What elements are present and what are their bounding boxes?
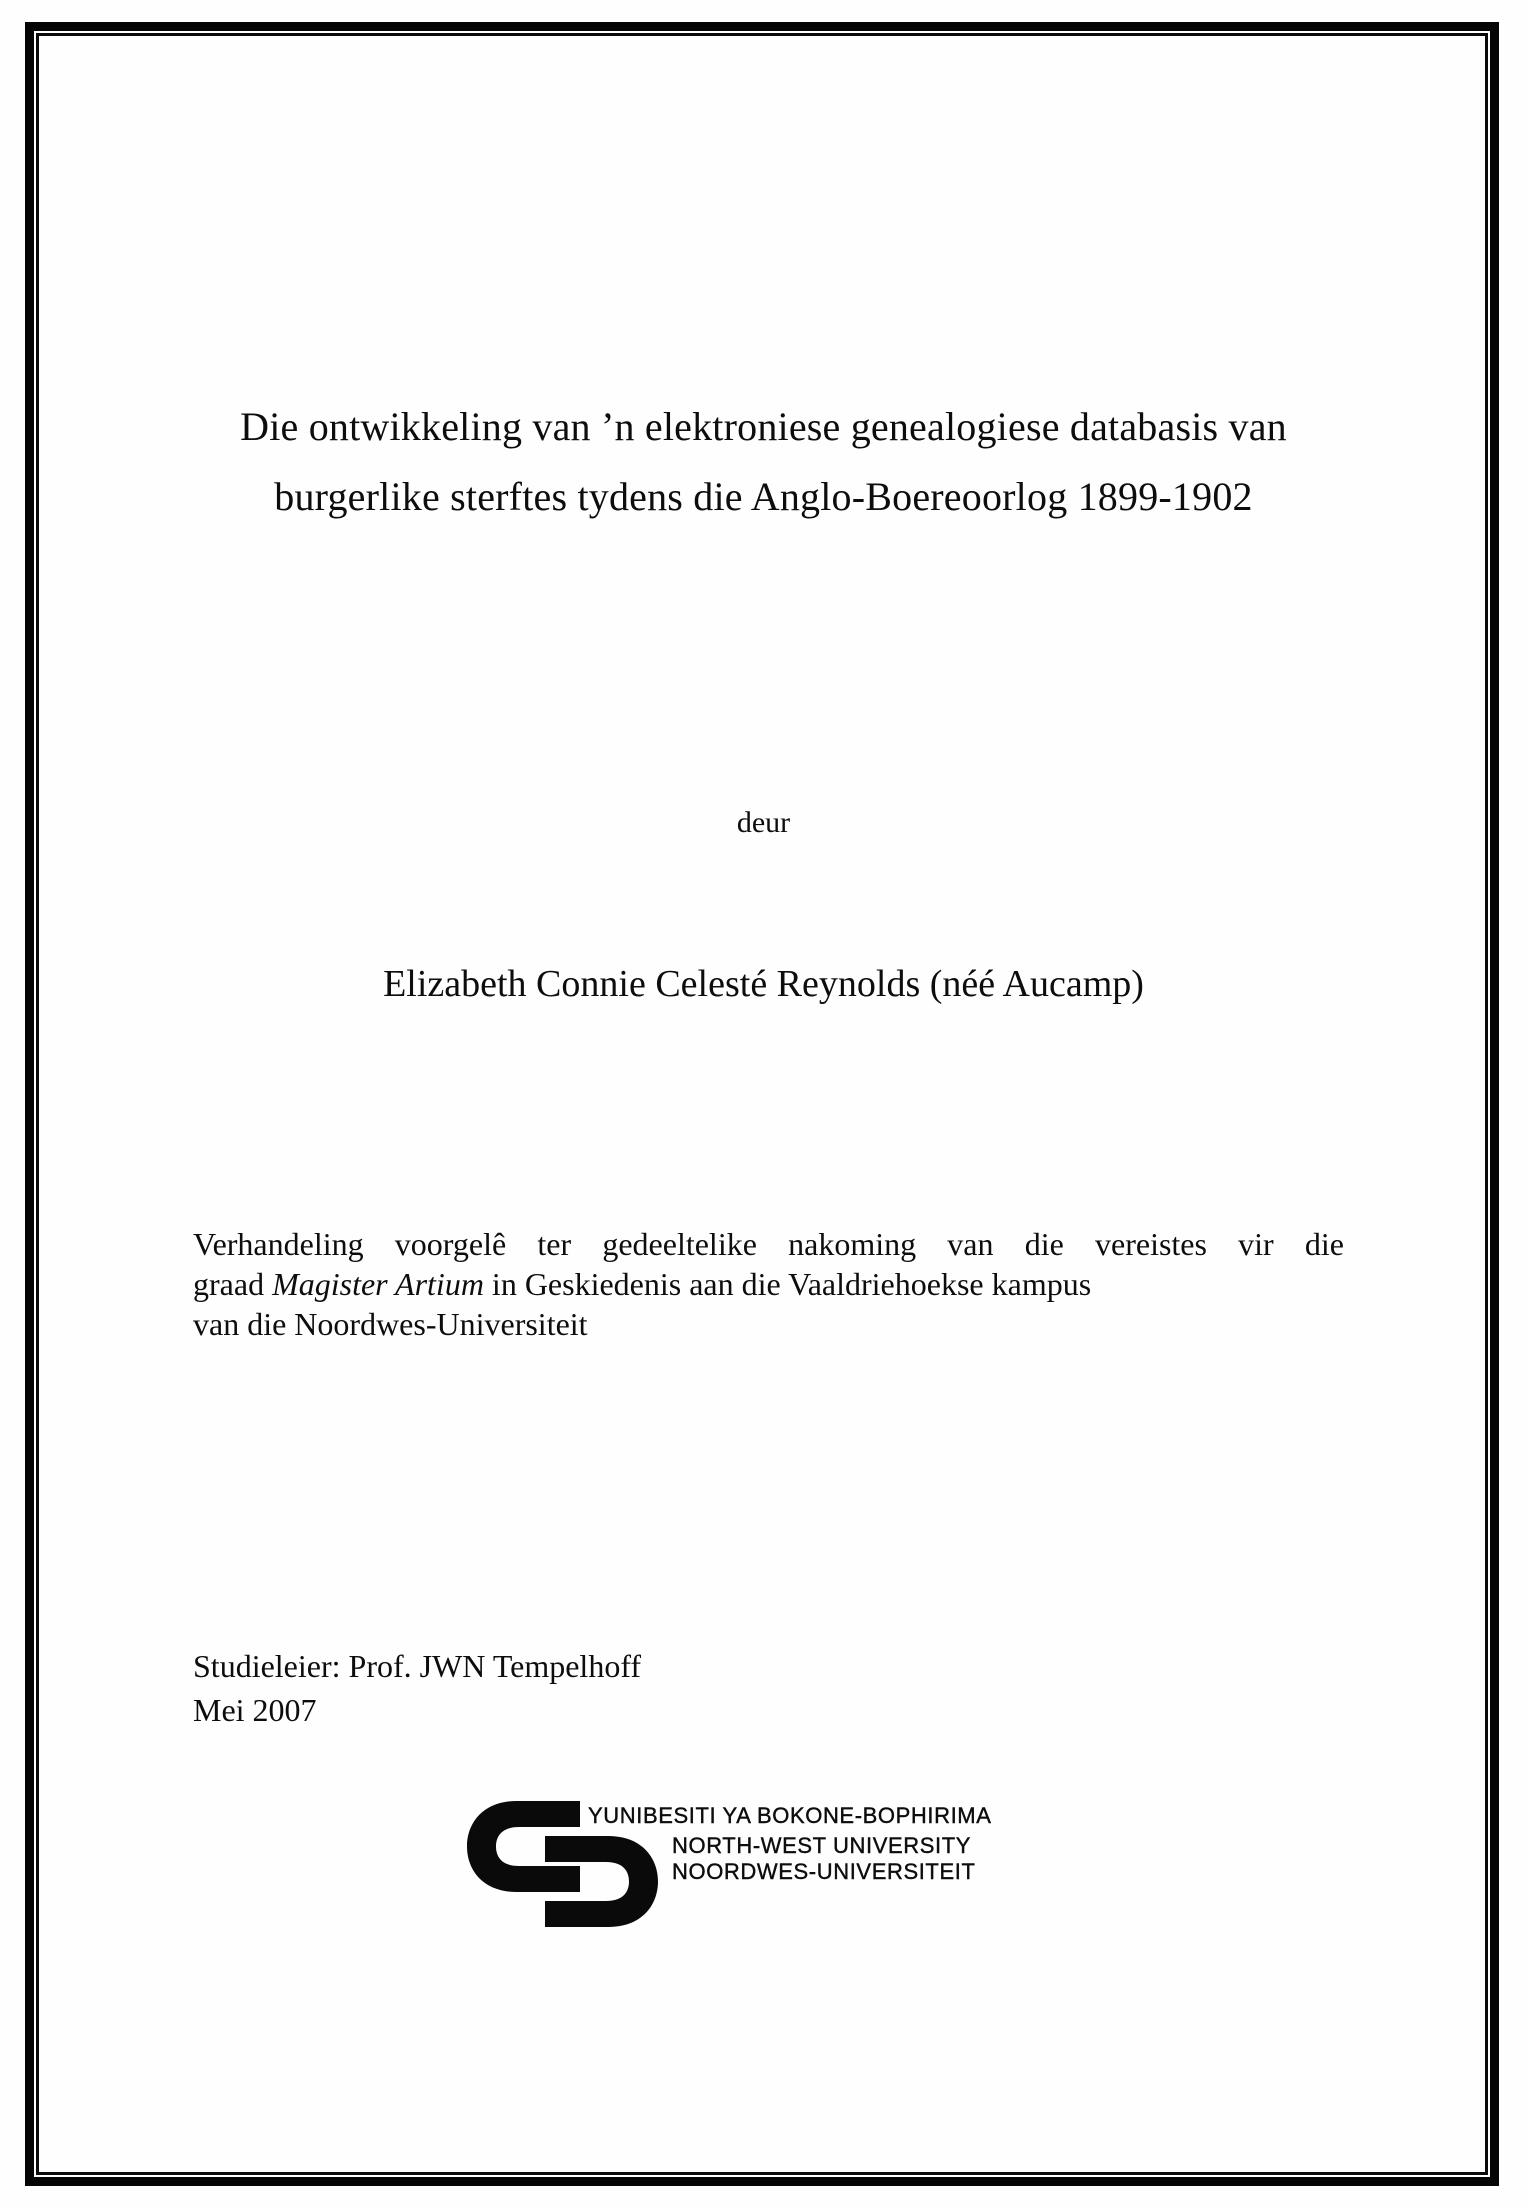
author-name: Elizabeth Connie Celesté Reynolds (néé Aucamp) xyxy=(383,963,1144,1005)
logo-text-afrikaans: NOORDWES-UNIVERSITEIT xyxy=(672,1859,976,1884)
degree-statement-line2-pre: graad xyxy=(193,1266,273,1302)
degree-statement xyxy=(193,1224,1344,1344)
logo-text-english: NORTH-WEST UNIVERSITY xyxy=(672,1833,972,1858)
degree-statement-line2 xyxy=(193,1264,1344,1304)
date-line: Mei 2007 xyxy=(193,1692,317,1728)
byline-deur: deur xyxy=(736,806,791,839)
degree-statement-line3: van die Noordwes-Universiteit xyxy=(193,1306,588,1342)
thesis-title-line1: Die ontwikkeling van ’n elektroniese genealogiese databasis van xyxy=(240,404,1287,449)
university-logo xyxy=(467,1801,1107,1931)
thesis-title xyxy=(0,392,1527,532)
degree-name-italic: Magister Artium xyxy=(272,1266,484,1302)
supervisor-block xyxy=(193,1644,641,1732)
thesis-title-line2: burgerlike sterftes tydens die Anglo-Boereoorlog 1899-1902 xyxy=(274,474,1253,519)
supervisor-line: Studieleier: Prof. JWN Tempelhoff xyxy=(193,1648,642,1684)
degree-statement-line1: Verhandeling voorgelê ter gedeeltelike nakoming van die vereistes vir die xyxy=(193,1226,1344,1262)
logo-text-setswana: YUNIBESITI YA BOKONE-BOPHIRIMA xyxy=(588,1803,992,1828)
degree-statement-line2-post: in Geskiedenis aan die Vaaldriehoekse kampus xyxy=(483,1266,1092,1302)
